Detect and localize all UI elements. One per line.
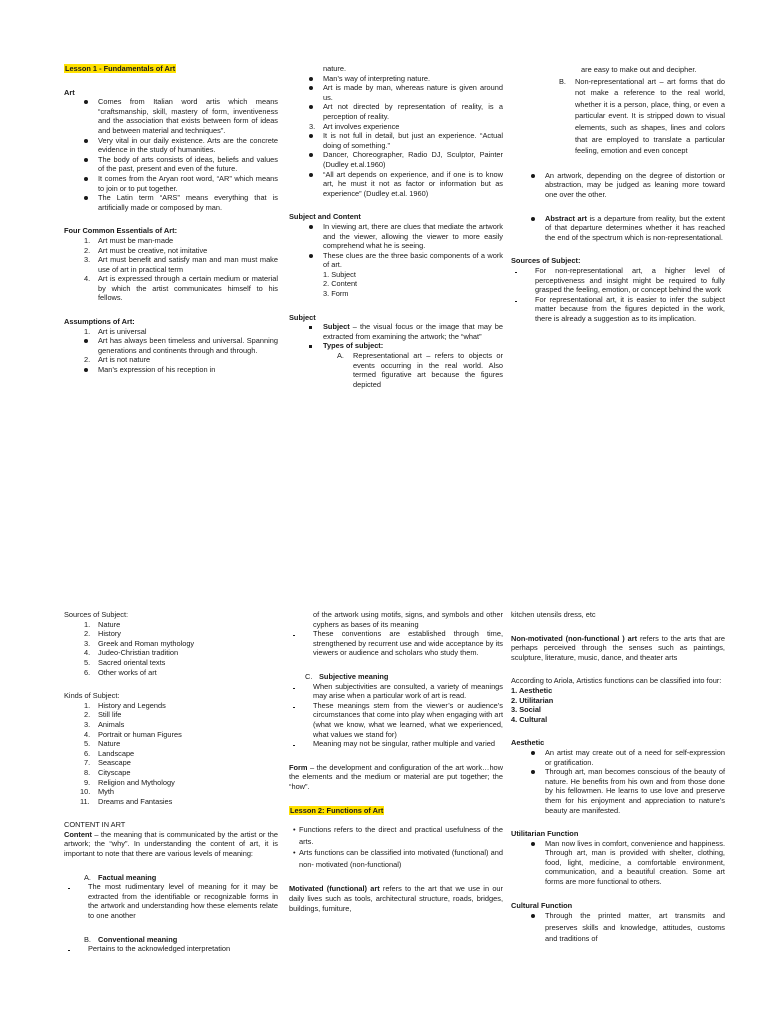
list-item: Man’s way of interpreting nature.: [323, 73, 431, 83]
motivated-definition: Motivated (functional) art refers to the art that we use in our daily lives such as tools, architectural structure, roads, bridges, buildings, furniture,: [289, 884, 503, 913]
form-definition: Form – the development and configuration of the art work…how the elements and the medium or material are put together; the “how”.: [289, 762, 503, 791]
function-item: 1. Aesthetic: [511, 685, 553, 695]
art-bullets: [64, 97, 278, 212]
list-item: Subject – the visual focus or the image that may be extracted from examining the artwork; the “what”: [323, 322, 503, 341]
list-item: “All art depends on experience, and if one is to know art, he must it not as factor or information but as experience” (Dudley et.al. 1960): [323, 169, 503, 198]
list-item: Art is universal: [98, 326, 147, 336]
list-item: Art must be man-made: [98, 235, 174, 245]
list-item: Dancer, Choreographer, Radio DJ, Sculptor, Painter (Dudley et.al.1960): [323, 150, 503, 169]
component-item: 3. Form: [323, 289, 349, 299]
continued-text: of the artwork using motifs, signs, and symbols and other cyphers as bases of its meaning: [313, 610, 503, 629]
type-a-text: Representational art – refers to objects or events occurring in the real world. Also termed figurative art because the figures depicted: [353, 351, 503, 389]
non-motivated-definition: Non-motivated (non-functional ) art refers to the arts that are perhaps perceived through the senses such as paintings, sculpture, literature, music, dance, and theater arts: [511, 633, 725, 662]
list-item: These clues are the three basic components of a work of art.: [323, 250, 503, 270]
utilitarian-heading: Utilitarian Function: [511, 829, 579, 839]
list-item: Landscape: [98, 748, 135, 758]
art-heading: Art: [64, 87, 75, 97]
type-b-text: Non-representational art – art forms that do not make a reference to the real world, whether it is a person, place, thing, or even a particular event. It is stripped down to visual elements, such as shapes, lines and colors that are employed to translate a particular feeling, emotion and even concept: [575, 76, 725, 156]
list-item: Greek and Roman mythology: [98, 638, 195, 648]
list-item: Meaning may not be singular, rather multiple and varied: [313, 739, 495, 749]
list-item: Judeo-Christian tradition: [98, 648, 179, 658]
list-item: Still life: [98, 710, 122, 720]
list-item: Pertains to the acknowledged interpretation: [88, 944, 231, 954]
function-item: 4. Cultural: [511, 714, 548, 724]
list-item: Art involves experience: [323, 121, 400, 131]
function-item: 3. Social: [511, 705, 541, 715]
list-item: For non-representational art, a higher level of perceptiveness and insight might be required to fully grasped the feeling, emotion, or concept behind the work: [535, 265, 725, 295]
list-item: Through art, man becomes conscious of the beauty of nature. He benefits from his own and from those done by his fellowmen. He learns to use love and preserve them for his enjoyment and appreciation to nature’s beauty are manifested.: [545, 767, 725, 815]
list-item: Man now lives in comfort, convenience and happiness. Through art, man is provided with shelter, clothing, food, light, medicine, a comfortable environment, communication, and a beautiful creation. Some art forms are more functional to others.: [545, 838, 725, 887]
list-item: Comes from Italian word artis which means “craftsmanship, skill, mastery of form, inventiveness and the association that exists between form of ideas and between material and techniques”.: [98, 97, 278, 135]
list-item: The body of arts consists of ideas, beliefs and values of the past, present and even of the future.: [98, 154, 278, 174]
list-item: Seascape: [98, 758, 131, 768]
lesson-2-title: Lesson 2: Functions of Art: [290, 805, 384, 815]
lesson-1-title: Lesson 1 - Fundamentals of Art: [65, 64, 176, 73]
component-item: 2. Content: [323, 279, 358, 289]
component-item: 1. Subject: [323, 269, 356, 279]
list-item: Myth: [98, 787, 115, 797]
list-item: Art is expressed through a certain medium or material by which the artist communicates himself to his fellows.: [98, 274, 278, 303]
page2-column-2: of the artwork using motifs, signs, and symbols and other cyphers as bases of its meaning These conventions are established through time, strengthened by recurrent use and wide acceptance by its viewers or audience and scholars who study them. C. Subjective meaning When subjectivities are consulted, a variety of meanings may arise when a particular work of art is read. These meanings stem from the viewer’s or audience’s circumstances that come into play when engaging with art (what we know, what we learned, what we experienced, what values we stand for) Meaning may not be singular, rather multiple and varied Form – the development and configuration of the art work…how the elements and the medium or material are put together; the “how”. Lesson 2: Functions of Art • Functions refers to the direct and practical usefulness of the arts. • Arts functions can be classified into motivated (functional) and non- motivated (non-functional) Motivated (functional) art refers to the art that we use in our daily lives such as tools, architectural structure, roads, bridges, buildings, furniture,: [289, 610, 503, 913]
page2-column-3: [511, 610, 725, 945]
list-item: Man’s expression of his reception in: [98, 365, 216, 375]
list-item: Art is not nature: [98, 355, 151, 365]
list-item: Nature: [98, 619, 121, 629]
list-item: An artist may create out of a need for self-expression or gratification.: [545, 747, 725, 767]
subjective-heading: Subjective meaning: [319, 671, 389, 681]
subject-content-heading: Subject and Content: [289, 212, 361, 222]
list-item: These conventions are established through time, strengthened by recurrent use and wide acceptance by its viewers or audience and scholars who study them.: [313, 629, 503, 658]
essentials-heading: Four Common Essentials of Art:: [64, 226, 178, 236]
continued-text: kitchen utensils dress, etc: [511, 610, 596, 619]
list-item: Art is made by man, whereas nature is given around us.: [323, 83, 503, 102]
continued-text: are easy to make out and decipher.: [581, 65, 697, 74]
list-item: Religion and Mythology: [98, 777, 175, 787]
list-item: History and Legends: [98, 700, 166, 710]
list-item: History: [98, 629, 121, 639]
page1-column-1: Lesson 1 - Fundamentals of Art Art Comes from Italian word artis which means “craftsmanship, skill, mastery of form, inventiveness and the association that exists between form of ideas and between material and techniques”. Very vital in our daily existence. Arts are the concrete evidence in the study of humanities. The body of arts consists of ideas, beliefs and values of the past, present and even of the future. It comes from the Aryan root word, “AR” which means to join or to put together. The Latin term “ARS” means everything that is artificially made or composed by man. Four Common Essentials of Art: 1. Art must be man-made 2. Art must be creative, not imitative 3. Art must benefit and satisfy man and man must make use of art in practical term 4. Art is expressed through a certain medium or material by which the artist communicates himself to his fellows. Assumptions of Art: 1. Art is universal Art has always been timeless and universal. Spanning generations and continents through and through. 2. Art is not nature Man’s expression of his reception in: [64, 64, 278, 375]
list-item: It comes from the Aryan root word, “AR” which means to join or to put together.: [98, 173, 278, 193]
continued-text: nature.: [323, 64, 347, 73]
page2-column-1: Sources of Subject: 1. Nature 2. History 3. Greek and Roman mythology 4. Judeo-Christian tradition 5. Sacred oriental texts 6. Other works of art Kinds of Subject: 1. History and Legends 2. Still life 3. Animals 4. Portrait or human Figures 5. Nature 6. Landscape 7. Seascape 8. Cityscape 9. Religion and Mythology 10. Myth 11. Dreams and Fantasies CONTENT IN ART Content – the meaning that is communicated by the artist or the artwork; the “why”. In understanding the content of art, it is important to note that there are various levels of meaning: A. Factual meaning The most rudimentary level of meaning for it may be extracted from the identifiable or recognizable forms in the artwork and understanding how these elements relate to one another B. Conventional meaning Pertains to the acknowledged interpretation: [64, 610, 278, 954]
list-item: Nature: [98, 739, 121, 749]
list-item: Very vital in our daily existence. Arts are the concrete evidence in the study of humanities.: [98, 135, 278, 155]
page1-column-2: nature. Man’s way of interpreting nature. Art is made by man, whereas nature is given around us. Art not directed by representation of reality, is a perception of reality. 3. Art involves experience It is not full in detail, but just an experience. “Actual doing of something.” Dancer, Choreographer, Radio DJ, Sculptor, Painter (Dudley et.al.1960) “All art depends on experience, and if one is to know art, he must it not as factor or information but as experience” (Dudley et.al. 1960) Subject and Content In viewing art, there are clues that mediate the artwork and the viewer, allowing the viewer to more easily comprehend what he is seeing. These clues are the three basic components of a work of art. 1. Subject 2. Content 3. Form Subject Subject – the visual focus or the image that may be extracted from examining the artwork; the “what” Types of subject: A. Representational art – refers to objects or events occurring in the real world. Also termed figurative art because the figures depicted: [289, 64, 503, 389]
list-item: The Latin term “ARS” means everything that is artificially made or composed by man.: [98, 193, 278, 212]
list-item: An artwork, depending on the degree of distortion or abstraction, may be judged as leaning more toward one over the other.: [545, 170, 725, 199]
cultural-heading: Cultural Function: [511, 900, 573, 910]
list-item: Other works of art: [98, 667, 157, 677]
list-item: Dreams and Fantasies: [98, 796, 173, 806]
list-item: Animals: [98, 719, 125, 729]
list-item: These meanings stem from the viewer’s or audience’s circumstances that come into play when engaging with art (what we know, what we learned, what we experienced, what values we stand for): [313, 700, 503, 739]
list-item: Art must benefit and satisfy man and man must make use of art in practical term: [98, 255, 278, 274]
conventional-heading: Conventional meaning: [98, 934, 178, 944]
kinds-heading: Kinds of Subject:: [64, 691, 120, 701]
types-label: Types of subject:: [323, 341, 384, 351]
list-item: Abstract art is a departure from reality, but the extent of that departure determines whether it has reached the end of the spectrum which is non-representational.: [545, 213, 725, 242]
list-item: Art must be creative, not imitative: [98, 245, 208, 255]
list-item: Art has always been timeless and universal. Spanning generations and continents through and through.: [98, 336, 278, 355]
list-item: Arts functions can be classified into motivated (functional) and non- motivated (non-functional): [299, 848, 503, 869]
ariola-intro: According to Ariola, Artistics functions can be classified into four:: [511, 676, 722, 686]
list-item: Cityscape: [98, 767, 131, 777]
list-item: It is not full in detail, but just an experience. “Actual doing of something.”: [323, 131, 503, 150]
subject-heading: Subject: [289, 312, 316, 322]
list-item: Sacred oriental texts: [98, 657, 166, 667]
content-heading: CONTENT IN ART: [64, 820, 126, 830]
list-item: For representational art, it is easier to infer the subject matter because from the figures depicted in the work, there is already a suggestion as to its implication.: [535, 294, 725, 323]
list-item: Through the printed matter, art transmits and preserves skills and knowledge, attitudes, customs and traditions of: [545, 911, 725, 944]
list-item: Functions refers to the direct and practical usefulness of the arts.: [299, 825, 503, 846]
list-item: In viewing art, there are clues that mediate the artwork and the viewer, allowing the viewer to more easily comprehend what he is seeing.: [323, 221, 503, 251]
aesthetic-heading: Aesthetic: [511, 738, 545, 748]
essentials-list: 1. Art must be man-made 2. Art must be creative, not imitative 3. Art must benefit and satisfy man and man must make use of art in practical term 4. Art is expressed through a certain medium or material by which the artist communicates himself to his fellows.: [84, 235, 278, 303]
list-item: When subjectivities are consulted, a variety of meanings may arise when a particular work of art is read.: [313, 681, 503, 701]
content-definition: Content – the meaning that is communicated by the artist or the artwork; the “why”. In understanding the content of art, it is important to note that there are various levels of meaning:: [64, 829, 278, 859]
sources-heading: Sources of Subject:: [64, 610, 129, 619]
function-item: 2. Utilitarian: [511, 695, 554, 705]
list-item: Portrait or human Figures: [98, 729, 182, 739]
assumptions-heading: Assumptions of Art:: [64, 317, 135, 327]
factual-heading: Factual meaning: [98, 872, 157, 882]
list-item: The most rudimentary level of meaning for it may be extracted from the identifiable or recognizable forms in the artwork and understanding how these elements relate to one another: [88, 882, 278, 921]
sources-heading: Sources of Subject:: [511, 256, 581, 266]
page-2: [0, 512, 768, 1024]
list-item: Art not directed by representation of reality, is a perception of reality.: [323, 102, 503, 121]
page1-column-3: are easy to make out and decipher. B. Non-representational art – art forms that do not make a reference to the real world, whether it is a person, place, thing, or even a particular event. It is stripped down to visual elements, such as shapes, lines and colors that are employed to translate a particular feeling, emotion and even concept An artwork, depending on the degree of distortion or abstraction, may be judged as leaning more toward one over the other. Abstract art is a departure from reality, but the extent of that departure determines whether it has reached the end of the spectrum which is non-representational. Sources of Subject: For non-representational art, a higher level of perceptiveness and insight might be required to fully grasped the feeling, emotion, or concept behind the work For representational art, it is easier to infer the subject matter because from the figures depicted in the work, there is already a suggestion as to its implication.: [511, 65, 725, 323]
